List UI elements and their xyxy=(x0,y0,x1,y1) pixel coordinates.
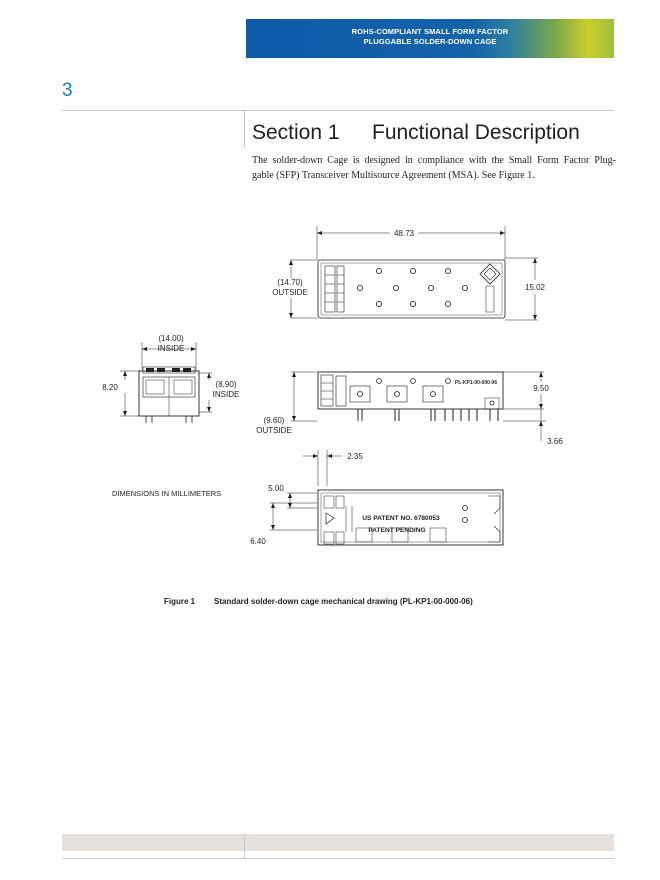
footer-column-rule xyxy=(244,834,245,859)
bottom-view xyxy=(250,450,503,546)
dim-6-40: 6.40 xyxy=(250,537,266,546)
dim-3-66: 3.66 xyxy=(547,437,563,446)
footer-rule xyxy=(62,858,614,859)
mechanical-drawing xyxy=(90,220,590,555)
patent-pending: PATENT PENDING xyxy=(368,527,426,534)
top-view xyxy=(272,226,545,320)
patent-number: US PATENT NO. 6780053 xyxy=(362,515,440,522)
dim-9-50: 9.50 xyxy=(533,384,549,393)
body-line-1: The solder-down Cage is designed in compliance with the Small Form Factor Plug- xyxy=(252,155,616,166)
figure-caption-text: Standard solder-down cage mechanical drawing (PL-KP1-00-000-06) xyxy=(214,597,473,606)
end-view xyxy=(102,334,239,423)
section-title: Functional Description xyxy=(372,121,580,144)
section-number: Section 1 xyxy=(252,121,340,144)
inside-label-1: INSIDE xyxy=(157,344,185,353)
figure-label: Figure 1 xyxy=(164,597,196,606)
dim-9-60: (9.60) xyxy=(263,416,285,425)
dimensions-note: DIMENSIONS IN MILLIMETERS xyxy=(112,489,222,498)
section-heading xyxy=(252,121,580,145)
dim-5-00: 5.00 xyxy=(268,484,284,493)
column-rule xyxy=(244,110,245,148)
body-paragraph xyxy=(252,153,616,183)
dim-14-70: (14.70) xyxy=(277,278,303,287)
figure-caption xyxy=(164,597,473,606)
dim-2-35: 2.35 xyxy=(347,452,363,461)
outside-label-2: OUTSIDE xyxy=(256,426,292,435)
inside-label-2: INSIDE xyxy=(212,390,240,399)
header-line-2: PLUGGABLE SOLDER-DOWN CAGE xyxy=(363,37,497,46)
dim-8-90: (8.90) xyxy=(215,380,237,389)
dim-15-02: 15.02 xyxy=(524,283,546,292)
dim-8-20: 8.20 xyxy=(102,383,118,392)
dim-14-00: (14.00) xyxy=(158,334,184,343)
side-view xyxy=(256,372,563,446)
body-line-2: gable (SFP) Transceiver Multisource Agreement (MSA). See Figure 1. xyxy=(252,170,535,181)
page-number: 3 xyxy=(62,80,73,101)
header-line-1: ROHS-COMPLIANT SMALL FORM FACTOR xyxy=(351,27,509,36)
outside-label-1: OUTSIDE xyxy=(272,288,308,297)
header-rule xyxy=(62,110,614,111)
dim-48-73: 48.73 xyxy=(393,229,415,238)
footer-bar xyxy=(62,834,614,851)
header-banner xyxy=(246,19,614,58)
part-marking: PL-KP1-00-000-06 xyxy=(454,380,498,386)
